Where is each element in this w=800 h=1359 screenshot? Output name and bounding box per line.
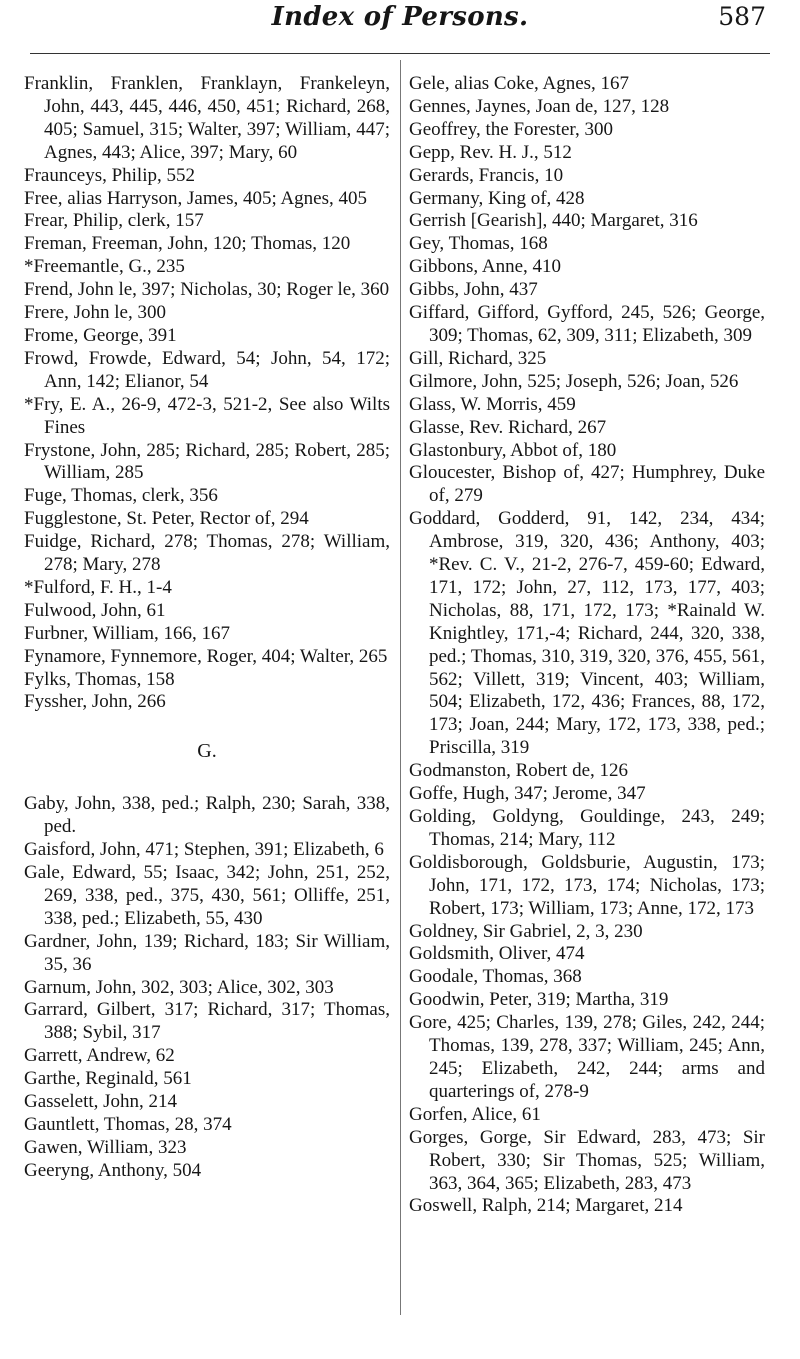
index-entry: Furbner, William, 166, 167: [24, 622, 231, 644]
index-entry: Fugglestone, St. Peter, Rector of, 294: [24, 508, 309, 530]
index-entry: Goodale, Thomas, 368: [409, 966, 582, 988]
index-entry: Frome, George, 391: [24, 324, 177, 346]
index-entry: *Fry, E. A., 26-9, 472-3, 521-2, See also Wilts Fines: [24, 393, 390, 438]
index-entry: Gorges, Gorge, Sir Edward, 283, 473; Sir Robert, 330; Sir Thomas, 525; William, 363, 364, 365; Elizabeth, 283, 473: [409, 1126, 765, 1194]
page-number: 587: [718, 2, 766, 31]
index-entry: Frend, John le, 397; Nicholas, 30; Roger le, 360: [24, 279, 390, 301]
index-entry: Gibbs, John, 437: [409, 279, 538, 301]
index-entry: Freman, Freeman, John, 120; Thomas, 120: [24, 233, 351, 255]
index-entry: Golding, Goldyng, Gouldinge, 243, 249; Thomas, 214; Mary, 112: [409, 806, 765, 850]
index-entry: Gardner, John, 139; Richard, 183; Sir William, 35, 36: [24, 930, 390, 975]
index-entry: Frystone, John, 285; Richard, 285; Robert, 285; William, 285: [24, 439, 390, 484]
index-entry: Goldsmith, Oliver, 474: [409, 943, 585, 965]
index-entry: Goodwin, Peter, 319; Martha, 319: [409, 989, 669, 1011]
index-entry: Garthe, Reginald, 561: [24, 1068, 192, 1090]
index-entry: Goswell, Ralph, 214; Margaret, 214: [409, 1195, 683, 1217]
index-entry: Fyssher, John, 266: [24, 691, 166, 713]
index-entry: Geoffrey, the Forester, 300: [409, 118, 613, 140]
index-entry: Fuidge, Richard, 278; Thomas, 278; William, 278; Mary, 278: [24, 531, 390, 576]
index-entry: Gill, Richard, 325: [409, 347, 547, 369]
index-entry: Gey, Thomas, 168: [409, 233, 548, 255]
index-entry: Gerards, Francis, 10: [409, 164, 564, 186]
index-entry: Gore, 425; Charles, 139, 278; Giles, 242, 244; Thomas, 139, 278, 337; William, 245; Ann, 245; Elizabeth, 242, 244; arms and quarterings of, 278-9: [409, 1012, 765, 1102]
index-entry: Free, alias Harryson, James, 405; Agnes, 405: [24, 187, 367, 209]
index-entry: Fylks, Thomas, 158: [24, 668, 175, 690]
index-entry: Germany, King of, 428: [409, 187, 585, 209]
index-entry: Gauntlett, Thomas, 28, 374: [24, 1113, 232, 1135]
index-entry: Gale, Edward, 55; Isaac, 342; John, 251, 252, 269, 338, ped., 375, 430, 561; Olliffe, 251, 338, ped.; Elizabeth, 55, 430: [24, 862, 390, 929]
index-entry: *Fulford, F. H., 1-4: [24, 576, 172, 598]
header-rule: [30, 53, 770, 54]
page-header: [24, 0, 776, 48]
index-entry: Frere, John le, 300: [24, 302, 166, 324]
index-entry: Glastonbury, Abbot of, 180: [409, 439, 617, 461]
index-entry: Frowd, Frowde, Edward, 54; John, 54, 172; Ann, 142; Elianor, 54: [24, 347, 390, 392]
index-entry: Garrard, Gilbert, 317; Richard, 317; Thomas, 388; Sybil, 317: [24, 999, 390, 1044]
index-entry: Franklin, Franklen, Franklayn, Frankeleyn, John, 443, 445, 446, 450, 451; Richard, 268, 405; Samuel, 315; Walter, 397; William, 447; Agnes, 443; Alice, 397; Mary, 60: [24, 73, 390, 163]
column-divider: [400, 60, 401, 1315]
index-entry: Frear, Philip, clerk, 157: [24, 210, 204, 232]
index-entry: Glass, W. Morris, 459: [409, 393, 576, 415]
index-entry: Gasselett, John, 214: [24, 1091, 178, 1113]
index-entry: Fynamore, Fynnemore, Roger, 404; Walter, 265: [24, 645, 388, 667]
index-entry: *Freemantle, G., 235: [24, 256, 185, 278]
index-column-right: [409, 73, 765, 1218]
index-entry: Gaisford, John, 471; Stephen, 391; Elizabeth, 6: [24, 839, 384, 861]
index-entry: Frauncеys, Philip, 552: [24, 164, 195, 186]
index-entry: Geeryng, Anthony, 504: [24, 1159, 202, 1181]
index-column-left: [24, 73, 390, 1183]
index-entry: Goldisborough, Goldsburie, Augustin, 173; John, 171, 172, 173, 174; Nicholas, 173; Robert, 173; William, 173; Anne, 172, 173: [409, 851, 765, 919]
index-entry: Garrett, Andrew, 62: [24, 1045, 175, 1067]
index-entry: Goddard, Godderd, 91, 142, 234, 434; Ambrose, 319, 320, 436; Anthony, 403; *Rev. C. V., 21-2, 276-7, 459-60; Edward, 171, 172; John, 27, 112, 173, 177, 403; Nicholas, 88, 171, 172, 173; *Rainald W. Knightley, 171,-4; Richard, 244, 320, 338, ped.; Thomas, 310, 319, 320, 376, 455, 561, 562; Villett, 319; Vincent, 403; William, 504; Elizabeth, 172, 436; Frances, 88, 172, 173; Joan, 244; Mary, 172, 173, 338, ped.; Priscilla, 319: [409, 508, 765, 759]
index-entry: Goffe, Hugh, 347; Jerome, 347: [409, 783, 646, 805]
running-title: Index of Persons.: [271, 2, 529, 32]
index-entry: Gilmore, John, 525; Joseph, 526; Joan, 526: [409, 370, 739, 392]
index-entry: Gloucester, Bishop of, 427; Humphrey, Duke of, 279: [409, 462, 765, 507]
index-entry: Gerrish [Gearish], 440; Margaret, 316: [409, 210, 698, 232]
section-heading-g: G.: [197, 740, 217, 763]
index-entry: Glasse, Rev. Richard, 267: [409, 416, 607, 438]
index-entry: Fulwood, John, 61: [24, 599, 166, 621]
index-entry: Godmanston, Robert de, 126: [409, 760, 629, 782]
index-entry: Gele, alias Coke, Agnes, 167: [409, 73, 630, 94]
index-entry: Garnum, John, 302, 303; Alice, 302, 303: [24, 976, 334, 998]
index-entry: Gepp, Rev. H. J., 512: [409, 141, 572, 163]
index-entry: Goldney, Sir Gabriel, 2, 3, 230: [409, 920, 643, 942]
index-entry: Fuge, Thomas, clerk, 356: [24, 485, 218, 507]
index-entry: Giffard, Gifford, Gyfford, 245, 526; George, 309; Thomas, 62, 309, 311; Elizabeth, 309: [409, 302, 765, 346]
index-entry: Gaby, John, 338, ped.; Ralph, 230; Sarah, 338, ped.: [24, 793, 390, 838]
index-entry: Gennes, Jaynes, Joan de, 127, 128: [409, 95, 670, 117]
index-entry: Gawen, William, 323: [24, 1136, 187, 1158]
index-entry: Gorfen, Alice, 61: [409, 1103, 541, 1125]
index-entry: Gibbons, Anne, 410: [409, 256, 561, 278]
